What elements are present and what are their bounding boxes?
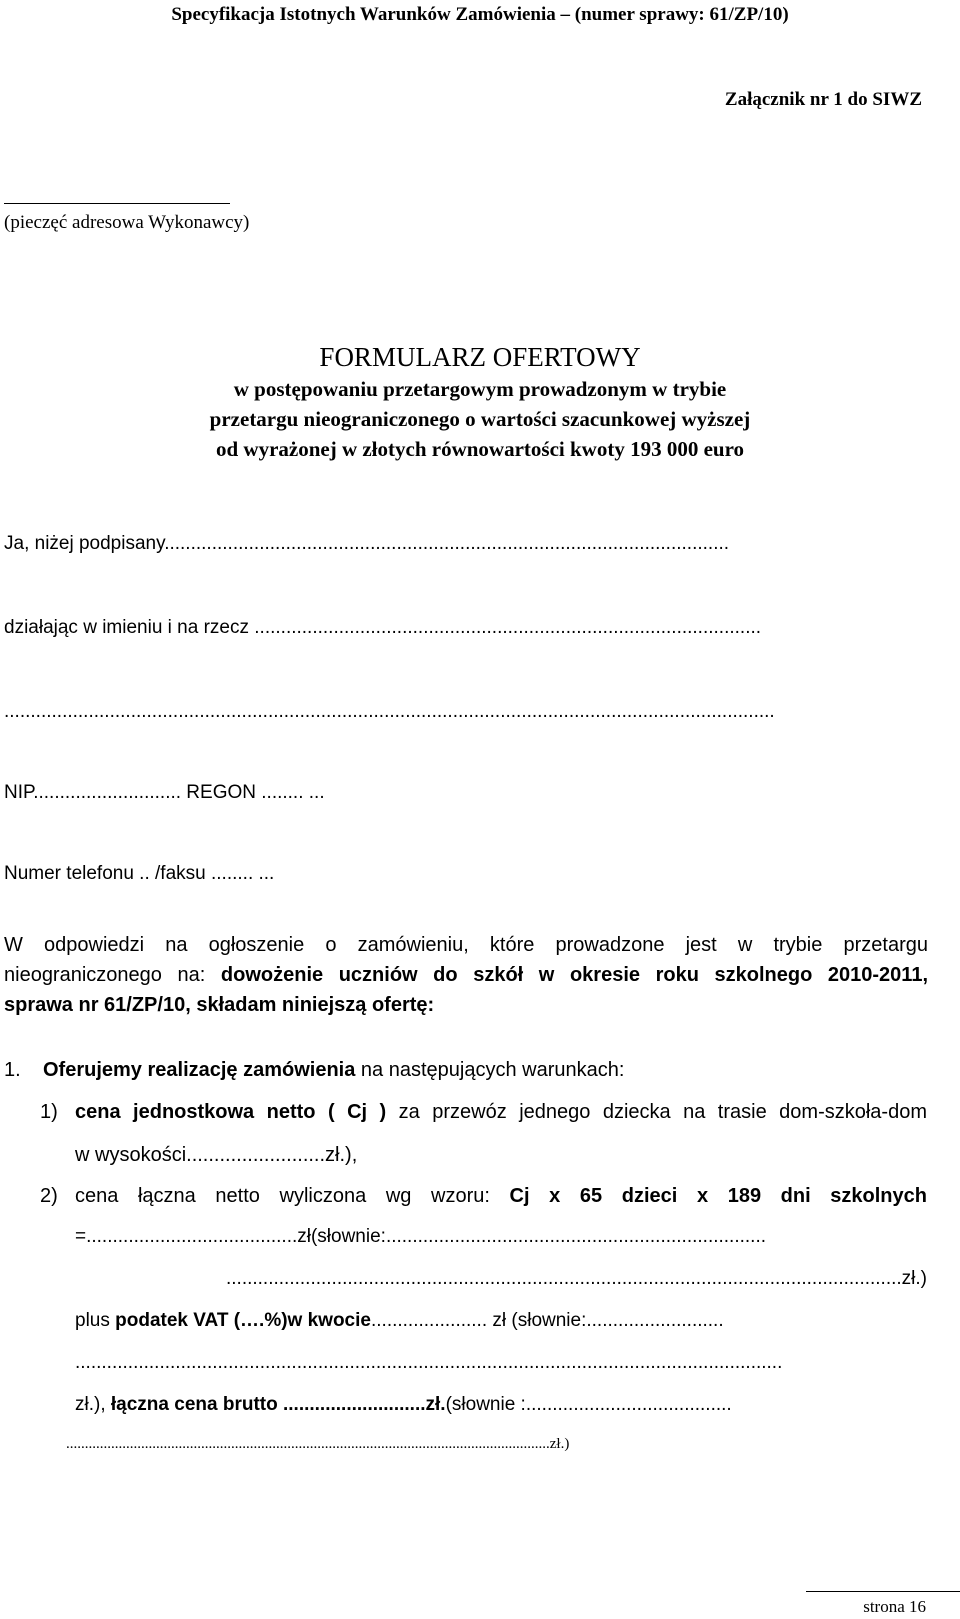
item-2-total-field[interactable]: =........................................zł(słownie:........................................................................: [75, 1226, 767, 1247]
item-2-vat-bold: podatek VAT (….%)w kwocie: [115, 1310, 371, 1331]
item-2-vat-line[interactable]: [75, 1310, 927, 1332]
item-1-number: 1): [40, 1101, 58, 1123]
section-1-bold: Oferujemy realizację zamówienia: [43, 1059, 356, 1081]
footer-divider: [806, 1591, 960, 1592]
intro-line-3: sprawa nr 61/ZP/10, składam niniejszą ofertę:: [4, 994, 435, 1016]
item-2-gross-bold: łączna cena brutto ...........................zł.: [110, 1394, 446, 1415]
form-subtitle-line-3: od wyrażonej w złotych równowartości kwoty 193 000 euro: [215, 437, 745, 461]
item-1-rest: za przewóz jednego dziecka na trasie dom-szkoła-dom: [386, 1101, 927, 1123]
page-number: strona 16: [863, 1597, 926, 1616]
item-2-gross-prefix: zł.),: [75, 1394, 111, 1415]
item-2-vat-words-field[interactable]: ......................................................................................................................................: [75, 1352, 783, 1373]
form-subtitle-line-2: przetargu nieograniczonego o wartości szacunkowej wyższej: [209, 407, 751, 431]
item-2-text: cena łączna netto wyliczona wg wzoru:: [75, 1185, 510, 1207]
item-1-bold: cena jednostkowa netto ( Cj ): [75, 1101, 387, 1123]
item-2-gross-words-field[interactable]: .................................................................................................................................zł.): [66, 1436, 570, 1452]
intro-line-2-prefix: nieograniczonego na:: [4, 964, 221, 986]
item-1-amount-field[interactable]: w wysokości.........................zł.),: [75, 1144, 358, 1166]
seal-label: (pieczęć adresowa Wykonawcy): [4, 212, 250, 233]
form-subtitle-line-1: w postępowaniu przetargowym prowadzonym w trybie: [233, 377, 727, 401]
intro-line-1: W odpowiedzi na ogłoszenie o zamówieniu, które prowadzone jest w trybie przetargu: [4, 934, 928, 956]
item-2-formula: Cj x 65 dzieci x 189 dni szkolnych: [509, 1185, 927, 1207]
intro-line-2-bold: dowożenie uczniów do szkół w okresie roku szkolnego 2010-2011,: [220, 964, 928, 986]
nip-regon-field[interactable]: NIP............................ REGON ........ ...: [4, 782, 325, 803]
seal-signature-line: [4, 203, 230, 204]
section-1-heading: [43, 1059, 624, 1082]
section-1-number: 1.: [4, 1059, 21, 1081]
item-1-line-1: [75, 1101, 927, 1124]
item-2-gross-line[interactable]: [75, 1394, 927, 1416]
document-header: Specyfikacja Istotnych Warunków Zamówienia – (numer sprawy: 61/ZP/10): [171, 4, 789, 25]
item-2-total-words-field[interactable]: ................................................................................................................................zł.): [225, 1268, 927, 1289]
acting-on-behalf-field[interactable]: działając w imieniu i na rzecz ................................................................................................: [4, 617, 762, 638]
item-2-line-1: [75, 1185, 927, 1208]
item-2-vat-rest: ...................... zł (słownie:..........................: [370, 1310, 724, 1331]
phone-fax-field[interactable]: Numer telefonu .. /faksu ........ ...: [4, 863, 275, 884]
section-1-rest: na następujących warunkach:: [355, 1059, 625, 1081]
item-2-number: 2): [40, 1185, 58, 1207]
intro-line-2: [4, 959, 928, 991]
signed-field[interactable]: Ja, niżej podpisany...........................................................................................................: [4, 533, 730, 554]
form-title-block: [0, 340, 960, 464]
acting-on-behalf-continuation[interactable]: ..................................................................................................................................................: [4, 701, 775, 722]
item-2-vat-prefix: plus: [75, 1310, 116, 1331]
item-2-gross-rest: (słownie :.......................................: [445, 1394, 732, 1415]
form-title: FORMULARZ OFERTOWY: [319, 342, 641, 372]
annex-label: Załącznik nr 1 do SIWZ: [724, 89, 922, 110]
